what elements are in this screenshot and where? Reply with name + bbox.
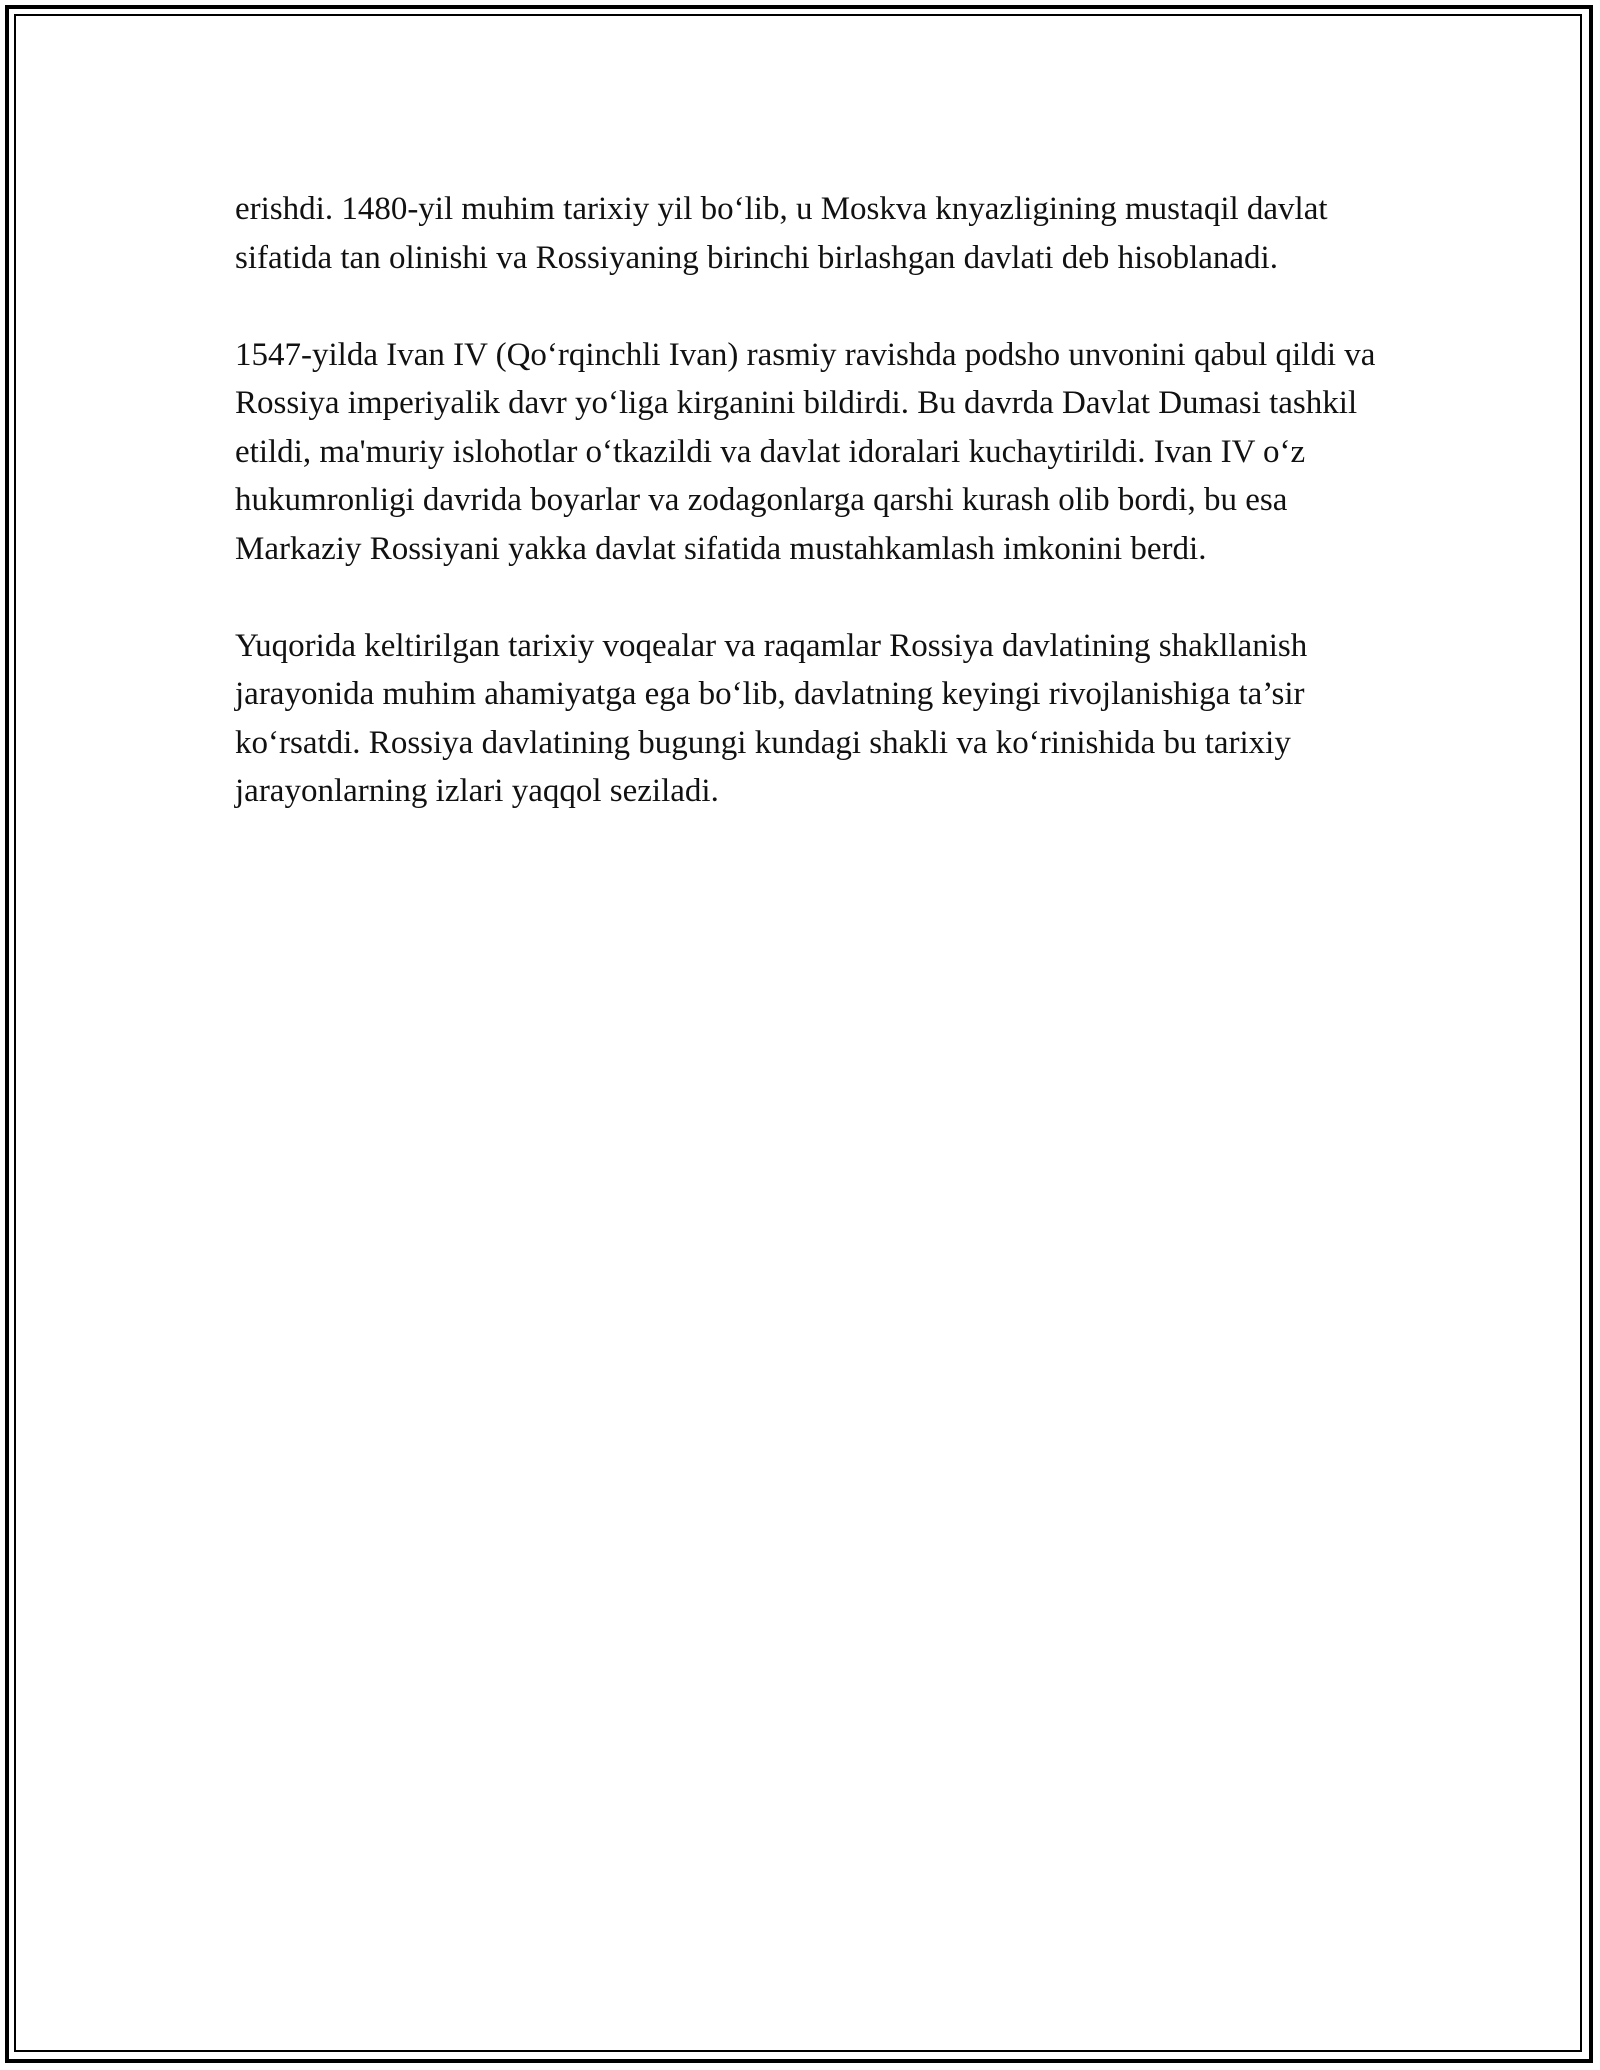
document-body [235,185,1385,864]
paragraph-1: erishdi. 1480-yil muhim tarixiy yil bo‘lib, u Moskva knyazligining mustaqil davlat sifatida tan olinishi va Rossiyaning birinchi birlashgan davlati deb hisoblanadi. [235,191,1328,276]
paragraph-2: 1547-yilda Ivan IV (Qo‘rqinchli Ivan) rasmiy ravishda podsho unvonini qabul qildi va Rossiya imperiyalik davr yo‘liga kirganini bildirdi. Bu davrda Davlat Dumasi tashkil etildi, ma'muriy islohotlar o‘tkazildi va davlat idoralari kuchaytirildi. Ivan IV o‘z hukumronligi davrida boyarlar va zodagonlarga qarshi kurash olib bordi, bu esa Markaziy Rossiyani yakka davlat sifatida mustahkamlash imkonini berdi. [235,336,1376,567]
paragraph-3: Yuqorida keltirilgan tarixiy voqealar va raqamlar Rossiya davlatining shakllanish jarayonida muhim ahamiyatga ega bo‘lib, davlatning keyingi rivojlanishiga ta’sir ko‘rsatdi. Rossiya davlatining bugungi kundagi shakli va ko‘rinishida bu tarixiy jarayonlarning izlari yaqqol seziladi. [235,627,1308,809]
